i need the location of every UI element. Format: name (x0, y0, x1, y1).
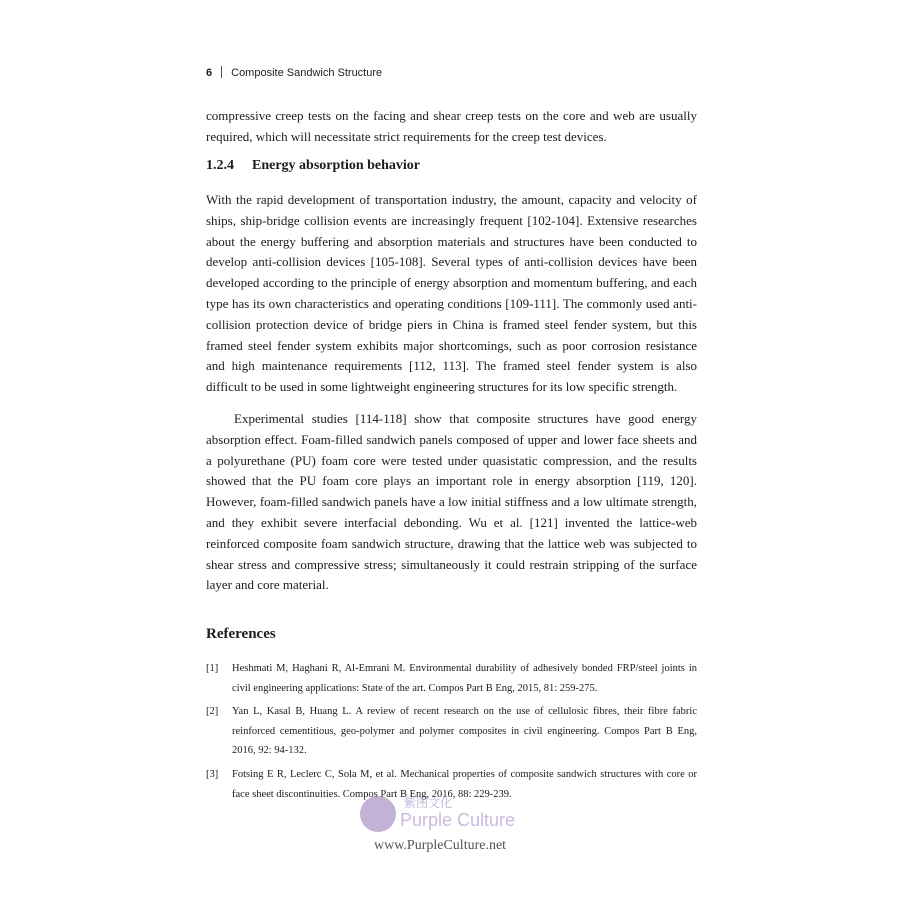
watermark-brand: Purple Culture (400, 810, 516, 830)
section-number: 1.2.4 (206, 158, 234, 173)
section-title: Energy absorption behavior (252, 158, 421, 173)
body-paragraph-2: Experimental studies [114-118] show that composite structures have good energy absorption effect. Foam-filled sandwich panels composed of upper and lower face sheets and a polyurethane (PU) foam core were tested under quasistatic compression, and the results showed that the PU foam core plays an important role in energy absorption [119, 120]. However, foam-filled sandwich panels have a low initial stiffness and a low ultimate strength, and they exhibit severe interfacial debonding. Wu et al. [121] invented the lattice-web reinforced composite foam sandwich structure, drawing that the lattice web was subjected to shear stress and compressive stress; simultaneously it could restrain stripping of the surface layer and core material. (206, 411, 697, 593)
references-list (206, 659, 697, 808)
page-number: 6 (206, 67, 213, 79)
watermark-logo-icon (360, 796, 396, 832)
reference-number: [1] (206, 663, 219, 674)
running-head (206, 66, 382, 79)
section-heading (206, 158, 420, 174)
reference-text: Fotsing E R, Leclerc C, Sola M, et al. Mechanical properties of composite sandwich structures with core or face sheet discontinuities. Compos Part B Eng, 2016, 88: 229-239. (232, 768, 697, 800)
watermark (360, 796, 550, 860)
watermark-url: www.PurpleCulture.net (374, 838, 507, 853)
reference-number: [3] (206, 768, 219, 780)
reference-item (206, 702, 697, 761)
reference-text: Heshmati M, Haghani R, Al-Emrani M. Environmental durability of adhesively bonded FRP/steel joints in civil engineering applications: State of the art. Compos Part B Eng, 2015, 81: 259-275. (232, 663, 697, 694)
running-title: Composite Sandwich Structure (231, 67, 383, 79)
intro-paragraph: compressive creep tests on the facing and shear creep tests on the core and web are usually required, which will necessitate strict requirements for the creep test devices. (206, 108, 697, 144)
reference-number: [2] (206, 706, 219, 718)
references-heading: References (206, 626, 276, 642)
reference-item (206, 659, 697, 698)
body-paragraph-1: With the rapid development of transportation industry, the amount, capacity and velocity of ships, ship-bridge collision events are increasingly frequent [102-104]. Extensive researches about the energy buffering and absorption materials and structures have been conducted to develop anti-collision devices [105-108]. Several types of anti-collision devices have been developed according to the principle of energy absorption and momentum buffering, and each type has its own characteristics and operating conditions [109-111]. The commonly used anti-collision protection device of bridge piers in China is framed steel fender system, but this framed steel fender system exhibits major shortcomings, such as poor corrosion resistance and high maintenance requirements [112, 113]. The framed steel fender system is also difficult to be used in some lightweight engineering structures for its low specific strength. (206, 192, 697, 395)
reference-text: Yan L, Kasal B, Huang L. A review of recent research on the use of cellulosic fibres, their fibre fabric reinforced cementitious, geo-polymer and polymer composites in civil engineering. Compos Part B Eng, 2016, 92: 94-132. (232, 706, 697, 757)
header-divider (221, 66, 222, 78)
watermark-chinese: 紫图文化 (404, 796, 453, 810)
